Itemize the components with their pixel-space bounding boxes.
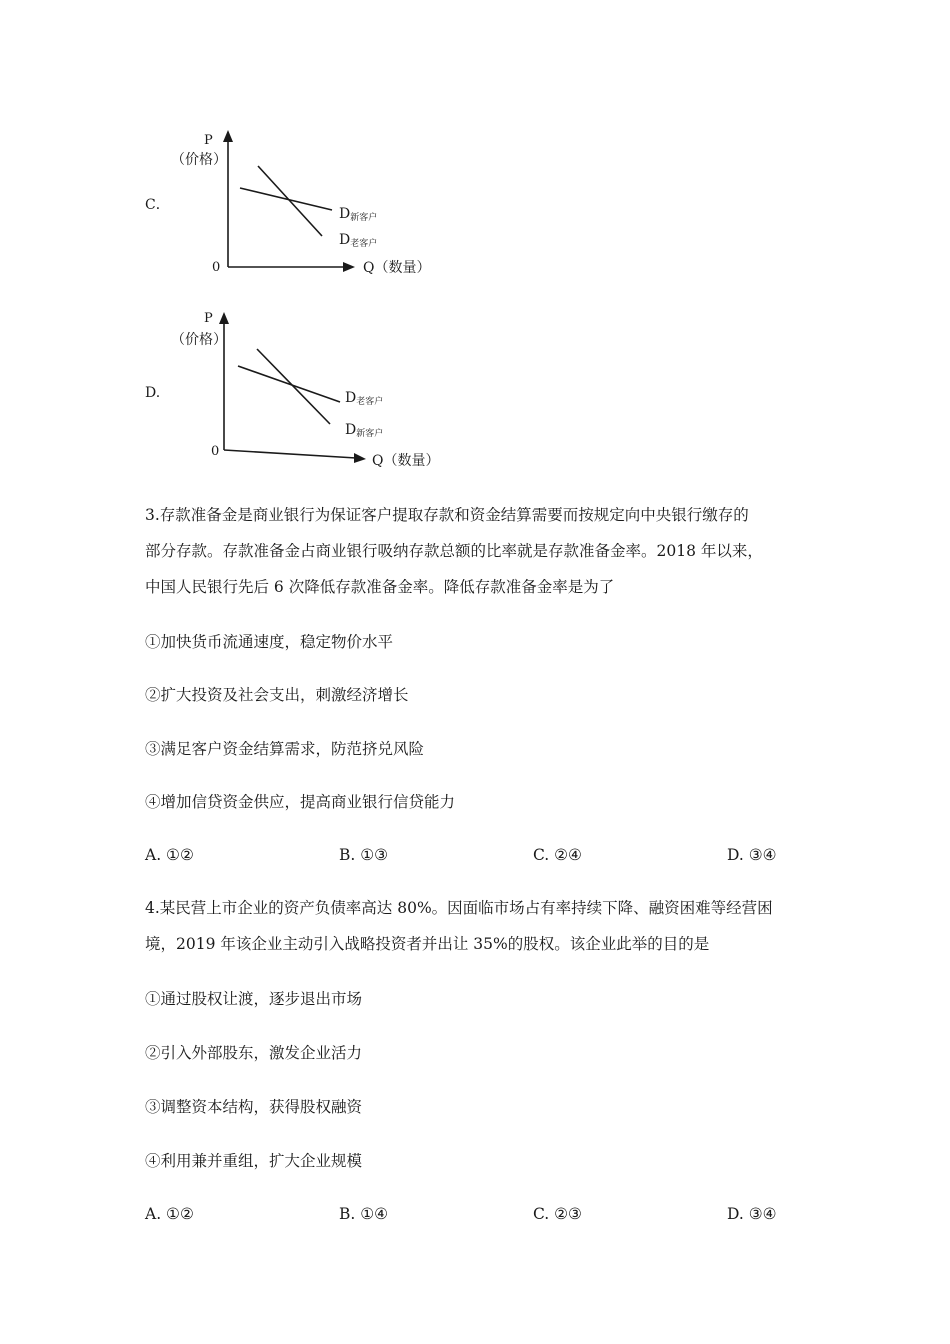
curve-label-old: [339, 232, 377, 249]
p-label: P: [204, 133, 213, 148]
curve-label-sub: 新客户: [350, 213, 378, 223]
x-axis: [224, 450, 356, 458]
curve-label-new: [345, 422, 383, 439]
demand-graph-d: [0, 290, 950, 480]
y-axis-arrow: [219, 312, 229, 324]
p-unit-label: （价格）: [171, 332, 227, 348]
demand-graph-c: [0, 0, 950, 290]
stem-line: 3.存款准备金是商业银行为保证客户提取存款和资金结算需要而按规定向中央银行缴存的: [145, 506, 749, 524]
q3-choice-a[interactable]: A. ①②: [145, 846, 194, 864]
q4-item-3: ③调整资本结构，获得股权融资: [145, 1098, 363, 1116]
q4-choice-a[interactable]: A. ①②: [145, 1205, 194, 1223]
demand-curve-new-customer: [240, 188, 332, 210]
q4-item-4: ④利用兼并重组，扩大企业规模: [145, 1152, 363, 1170]
q3-choice-d[interactable]: D. ③④: [727, 846, 777, 864]
q3-item-2: ②扩大投资及社会支出，刺激经济增长: [145, 686, 409, 704]
origin-label: 0: [211, 444, 220, 459]
demand-curve-old-customer: [258, 166, 322, 236]
curve-label-d: D: [339, 206, 351, 222]
q3-choice-c[interactable]: C. ②④: [533, 846, 582, 864]
origin-label: 0: [212, 260, 221, 275]
p-label: P: [204, 311, 213, 326]
q4-choice-b[interactable]: B. ①④: [339, 1205, 389, 1223]
p-unit-label: （价格）: [171, 152, 227, 168]
stem-line: 中国人民银行先后 6 次降低存款准备金率。降低存款准备金率是为了: [145, 578, 615, 596]
q3-choice-b[interactable]: B. ①③: [339, 846, 389, 864]
question-3-stem: [145, 500, 763, 603]
q4-item-1: ①通过股权让渡，逐步退出市场: [145, 990, 363, 1008]
option-d-label: D.: [145, 385, 161, 401]
curve-label-d: D: [345, 422, 357, 438]
curve-label-sub: 老客户: [350, 239, 378, 249]
curve-label-d: D: [345, 390, 357, 406]
option-c-label: C．: [145, 197, 170, 213]
curve-label-old: [345, 390, 383, 407]
q-label: Q（数量）: [363, 260, 431, 276]
demand-curve-old-customer: [238, 366, 340, 402]
stem-line: 境，2019 年该企业主动引入战略投资者并出让 35%的股权。该企业此举的目的是: [145, 935, 710, 953]
q3-item-1: ①加快货币流通速度，稳定物价水平: [145, 633, 394, 651]
q-label: Q（数量）: [372, 453, 440, 469]
curve-label-new: [339, 206, 377, 223]
question-4-stem: [145, 893, 773, 960]
demand-curve-new-customer: [257, 349, 330, 424]
curve-label-sub: 老客户: [356, 397, 384, 407]
stem-line: 4.某民营上市企业的资产负债率高达 80%。因面临市场占有率持续下降、融资困难等经营困: [145, 899, 773, 917]
x-axis-arrow: [343, 262, 355, 272]
q3-item-3: ③满足客户资金结算需求，防范挤兑风险: [145, 740, 425, 758]
q4-item-2: ②引入外部股东，激发企业活力: [145, 1044, 363, 1062]
curve-label-d: D: [339, 232, 351, 248]
q4-choice-d[interactable]: D. ③④: [727, 1205, 777, 1223]
y-axis-arrow: [223, 130, 233, 142]
x-axis-arrow: [354, 453, 366, 463]
axes-d: [219, 312, 366, 463]
curve-label-sub: 新客户: [356, 429, 384, 439]
stem-line: 部分存款。存款准备金占商业银行吸纳存款总额的比率就是存款准备金率。2018 年以来，: [145, 542, 763, 560]
q4-choice-c[interactable]: C. ②③: [533, 1205, 582, 1223]
q3-item-4: ④增加信贷资金供应，提高商业银行信贷能力: [145, 793, 456, 811]
